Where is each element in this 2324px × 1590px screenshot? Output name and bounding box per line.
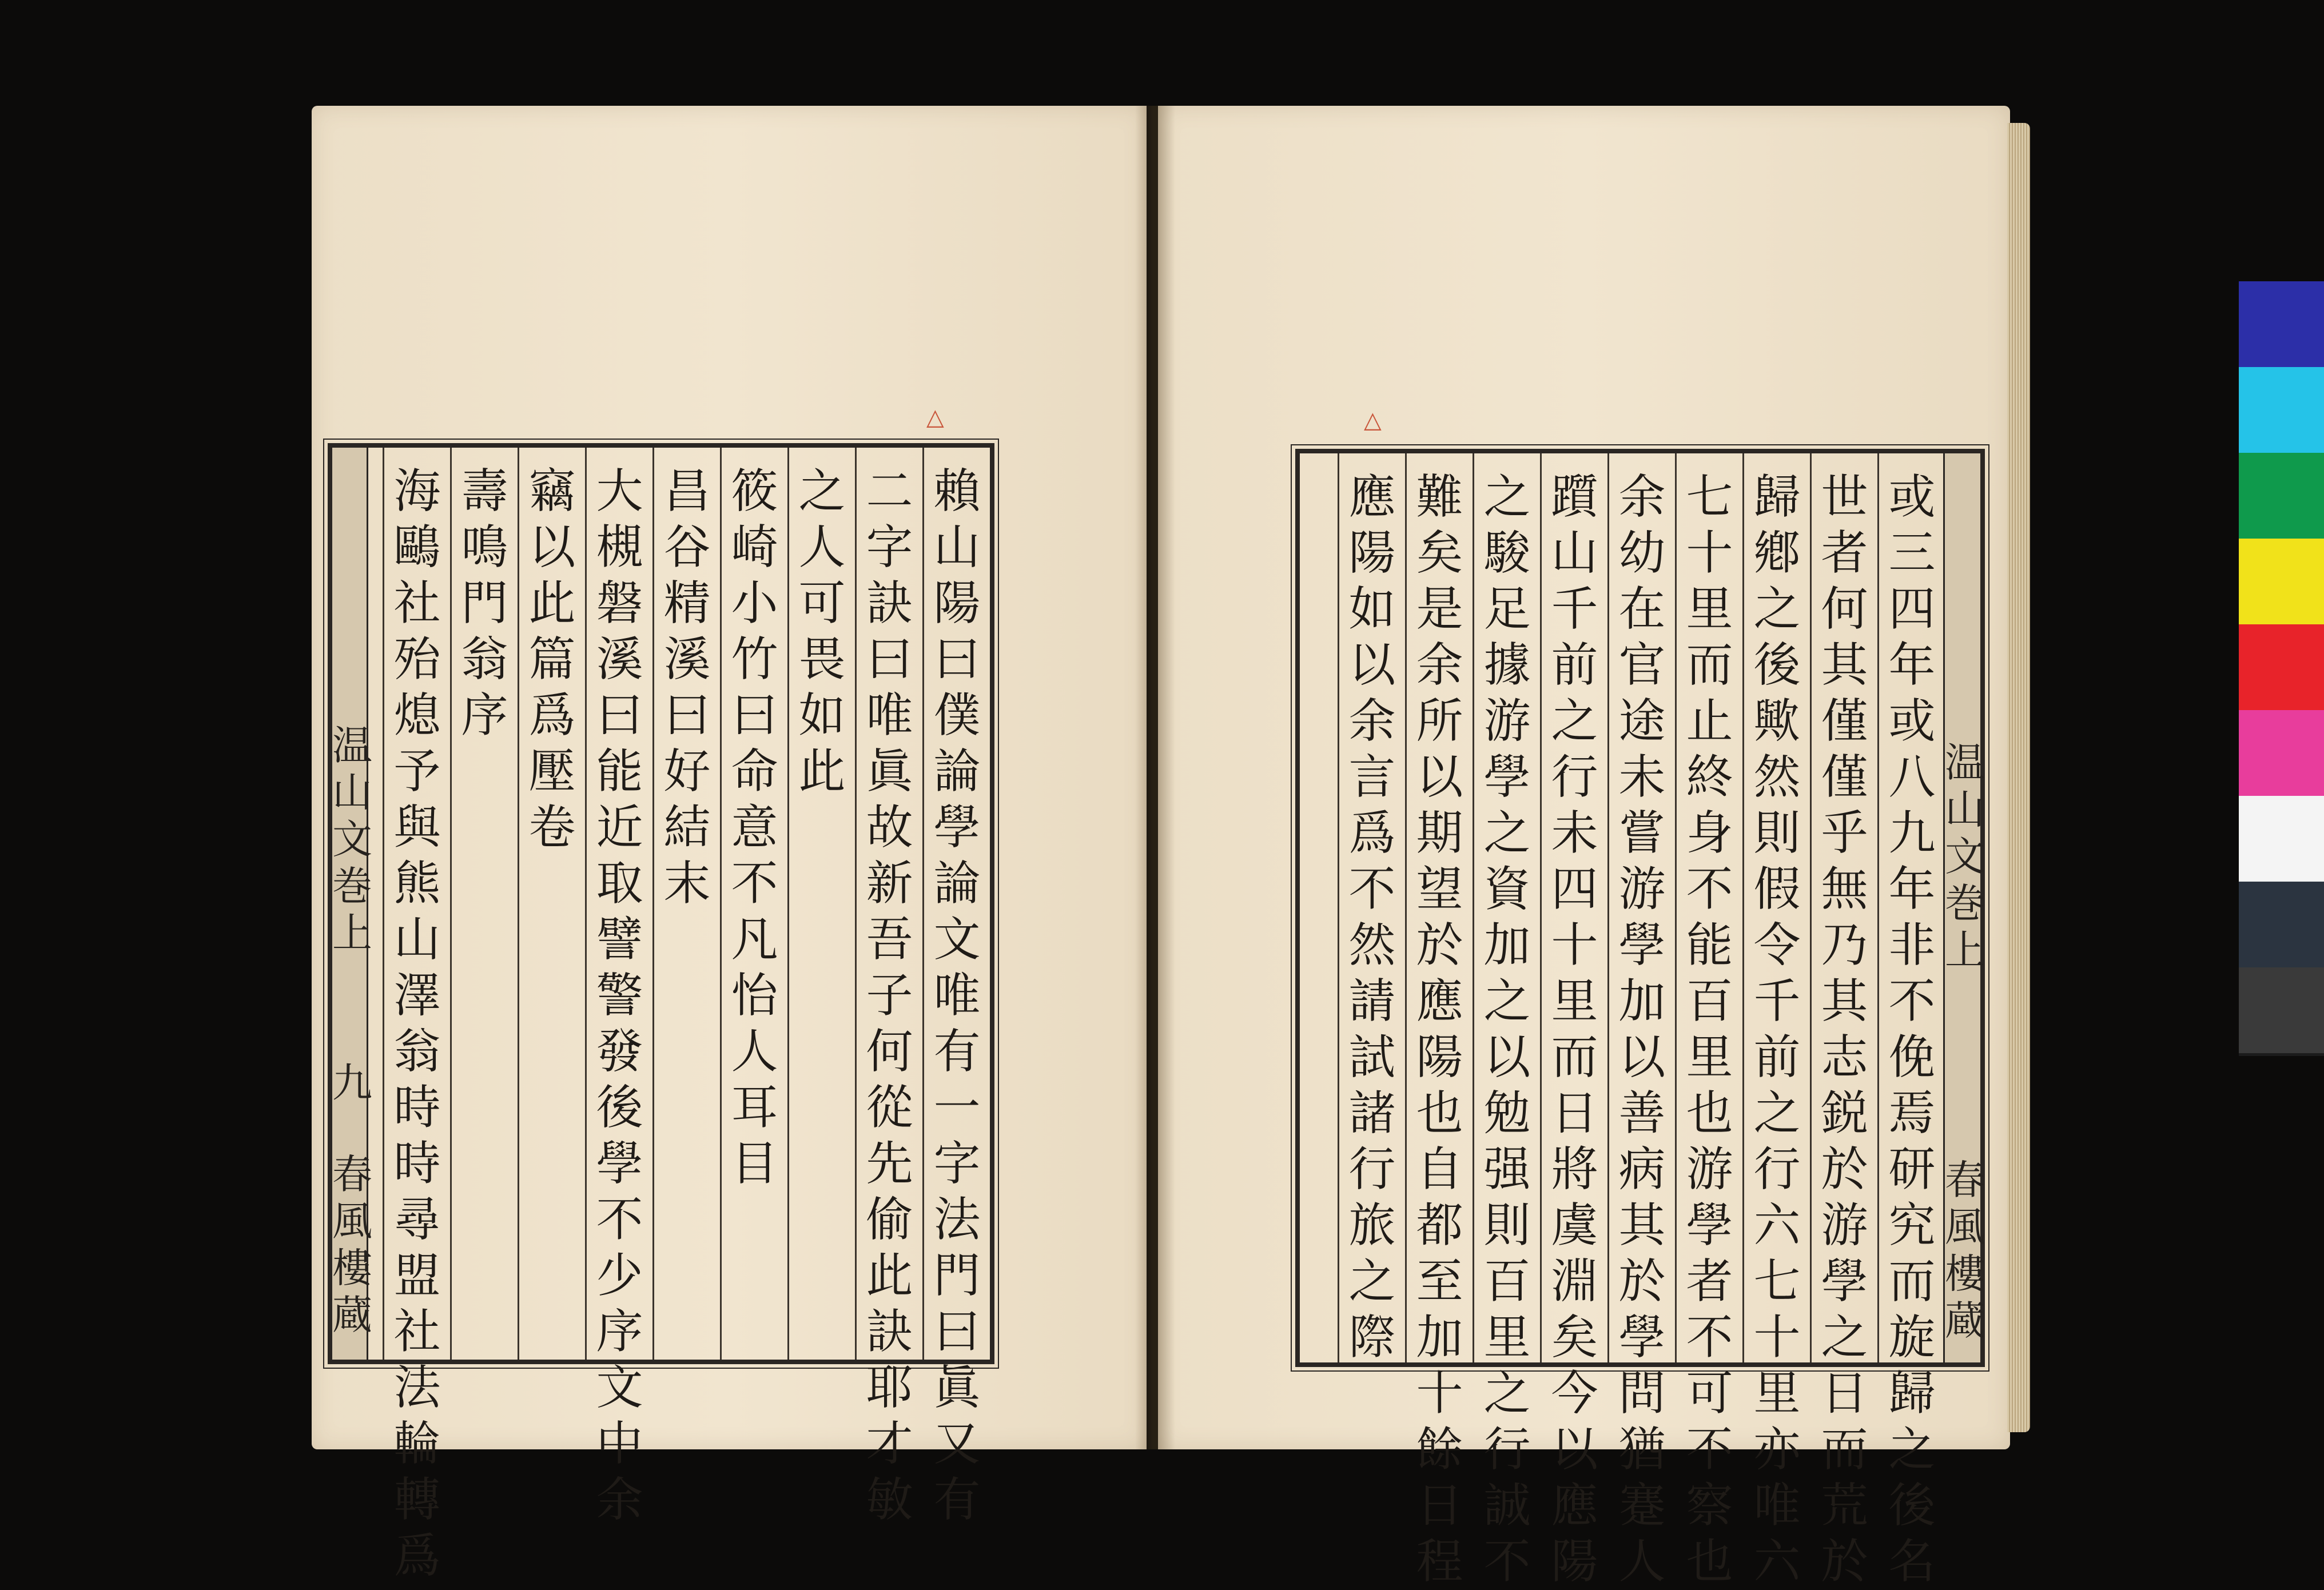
right-text-column: 或 三 四 年 或 八 九 年 非 不 俛 焉 研 究 而 旋 歸 之 後 名	[1877, 453, 1945, 1362]
left-text-frame	[328, 443, 994, 1583]
left-edge-title: 温 山 文 巻 上	[332, 722, 372, 957]
left-triangle-mark: △	[926, 404, 944, 431]
page-edges	[2007, 123, 2030, 1432]
left-page	[312, 106, 1147, 1583]
color-patch	[2239, 710, 2324, 796]
left-text-column: 二 字 訣 曰 唯 眞 故 新 吾 子 何 從 先 偷 此 訣 耶 才 敏	[855, 448, 922, 1360]
right-triangle-mark: △	[1364, 407, 1382, 433]
left-edge-series: 春 風 樓 蔵	[332, 1151, 372, 1338]
right-edge-band	[1943, 453, 1985, 1362]
left-text-column: 竊 以 此 篇 爲 壓 卷	[518, 448, 585, 1360]
left-text-column: 之 人 可 畏 如 此	[787, 448, 855, 1360]
left-text-column: 海 鷗 社 殆 熄 予 與 熊 山 澤 翁 時 時 尋 盟 社 法 輪 轉 爲	[383, 448, 450, 1360]
color-calibration-chart	[2239, 281, 2324, 1056]
right-text-frame	[1295, 449, 1985, 1589]
left-text-column: 大 槻 磐 溪 曰 能 近 取 譬 警 發 後 學 不 少 序 文 中 余	[585, 448, 652, 1360]
open-book	[312, 106, 2030, 1589]
left-text-column: 壽 鳴 門 翁 序	[450, 448, 518, 1360]
right-edge-series: 春 風 樓 蔵	[1945, 1157, 1985, 1344]
color-patch	[2239, 967, 2324, 1053]
right-text-column: 難 矣 是 余 所 以 期 望 於 應 陽 也 自 都 至 加 十 餘 日 程	[1405, 453, 1473, 1362]
right-text-column: 之 駿 足 據 游 學 之 資 加 之 以 勉 强 則 百 里 之 行 誠 不	[1473, 453, 1540, 1362]
right-text-column: 余 幼 在 官 途 未 嘗 游 學 加 以 善 病 其 於 學 問 猶 蹇 人	[1607, 453, 1675, 1362]
right-text-column: 歸 鄕 之 後 歟 然 則 假 令 千 前 之 行 六 七 十 里 亦 唯 六	[1742, 453, 1810, 1362]
left-text-column: 賴 山 陽 曰 僕 論 學 論 文 唯 有 一 字 法 門 曰 眞 又 有	[922, 448, 990, 1360]
right-edge-title: 温 山 文 巻 上	[1945, 739, 1985, 974]
left-folio: 九	[332, 1059, 372, 1106]
color-patch	[2239, 882, 2324, 967]
color-patch	[2239, 539, 2324, 624]
right-text-column: 躓 山 千 前 之 行 未 四 十 里 而 日 將 虞 淵 矣 今 以 應 陽	[1540, 453, 1607, 1362]
color-patch	[2239, 281, 2324, 367]
book-gutter	[1135, 106, 1175, 1449]
color-patch	[2239, 624, 2324, 710]
right-text-column: 七 十 里 而 止 終 身 不 能 百 里 也 游 學 者 不 可 不 察 也	[1675, 453, 1742, 1362]
left-text-column: 筱 崎 小 竹 曰 命 意 不 凡 怡 人 耳 目	[720, 448, 787, 1360]
color-patch	[2239, 367, 2324, 453]
right-text-column: 應 陽 如 以 余 言 爲 不 然 請 試 諸 行 旅 之 際	[1338, 453, 1405, 1362]
color-patch	[2239, 453, 2324, 539]
left-edge-band	[332, 448, 372, 1360]
left-text-column: 昌 谷 精 溪 曰 好 結 末	[652, 448, 720, 1360]
right-text-column: 世 者 何 其 僅 僅 乎 無 乃 其 志 鋭 於 游 學 之 日 而 荒 於	[1810, 453, 1877, 1362]
right-page	[1158, 106, 2010, 1589]
color-patch	[2239, 796, 2324, 882]
